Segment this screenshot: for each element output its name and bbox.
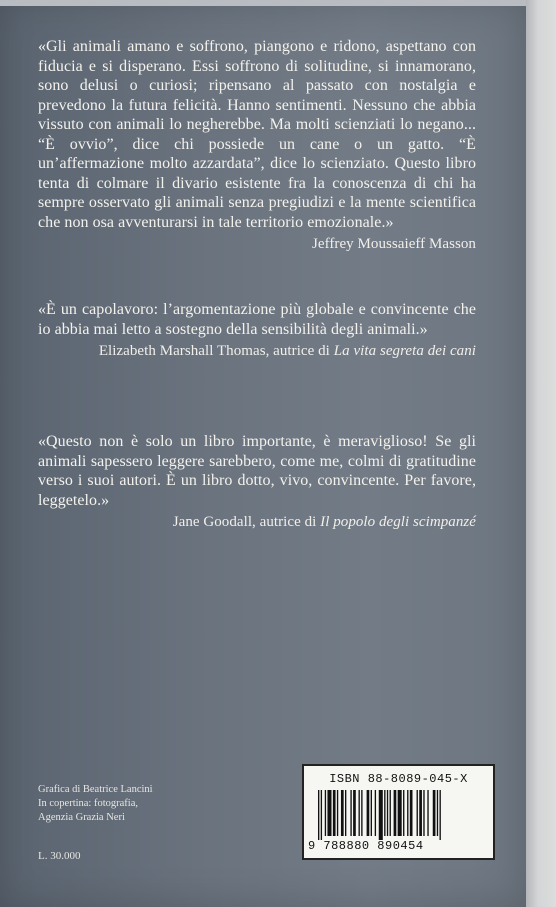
blurb-goodall (38, 432, 476, 533)
blurb-attribution (38, 342, 476, 362)
attribution-author: Jane Goodall, autrice di (172, 514, 321, 530)
attribution-author: Elizabeth Marshall Thomas, autrice di (98, 343, 334, 359)
barcode-digits: 9 788880 890454 (308, 839, 424, 853)
blurb-attribution (38, 513, 476, 533)
blurb-thomas (38, 300, 476, 362)
blurb-text: «È un capolavoro: l’argomentazione più globale e convincente che io abbia mai letto a sostegno della sensibilità degli animali.» (38, 301, 476, 338)
isbn-barcode (302, 764, 495, 860)
attribution-work: La vita segreta dei cani (333, 343, 476, 359)
blurb-text: «Questo non è solo un libro importante, è meraviglioso! Se gli animali sapessero leggere sarebbero, come me, colmi di gratitudine verso i suoi autori. È un libro dotto, vivo, convincente. Per favore, leggetelo.» (38, 433, 476, 509)
cover-credits (38, 783, 153, 825)
attribution-work: Il popolo degli scimpanzé (320, 514, 476, 530)
credit-line: In copertina: fotografia, (38, 798, 138, 809)
cover-top-edge (0, 0, 526, 6)
price-label: L. 30.000 (38, 850, 81, 862)
blurb-attribution (38, 235, 476, 255)
attribution-author: Jeffrey Moussaieff Masson (311, 236, 476, 252)
page-edge (526, 0, 556, 907)
credit-line: Grafica di Beatrice Lancini (38, 784, 153, 795)
blurb-text: «Gli animali amano e soffrono, piangono e ridono, aspettano con fiducia e si disperano. Essi soffrono di solitudine, si innamorano, sono delusi o curiosi; ripensano al passato con nostalgia e prevedono la futura felicità. Hanno sentimenti. Nessuno che abbia vissuto con animali lo negherebbe. Ma molti scienziati lo negano... “È ovvio”, dice chi possiede un cane o un gatto. “È un’affermazione molto azzardata”, dice lo scienziato. Questo libro tenta di colmare il divario esistente fra la conoscenza di chi ha sempre osservato gli animali senza pregiudizi e la mente scientifica che non osa avventurarsi in tale territorio emozionale.» (38, 38, 476, 231)
blurb-masson (38, 37, 476, 255)
credit-line: Agenzia Grazia Neri (38, 812, 125, 823)
barcode-icon (318, 790, 483, 840)
isbn-label: ISBN 88-8089-045-X (329, 772, 468, 786)
